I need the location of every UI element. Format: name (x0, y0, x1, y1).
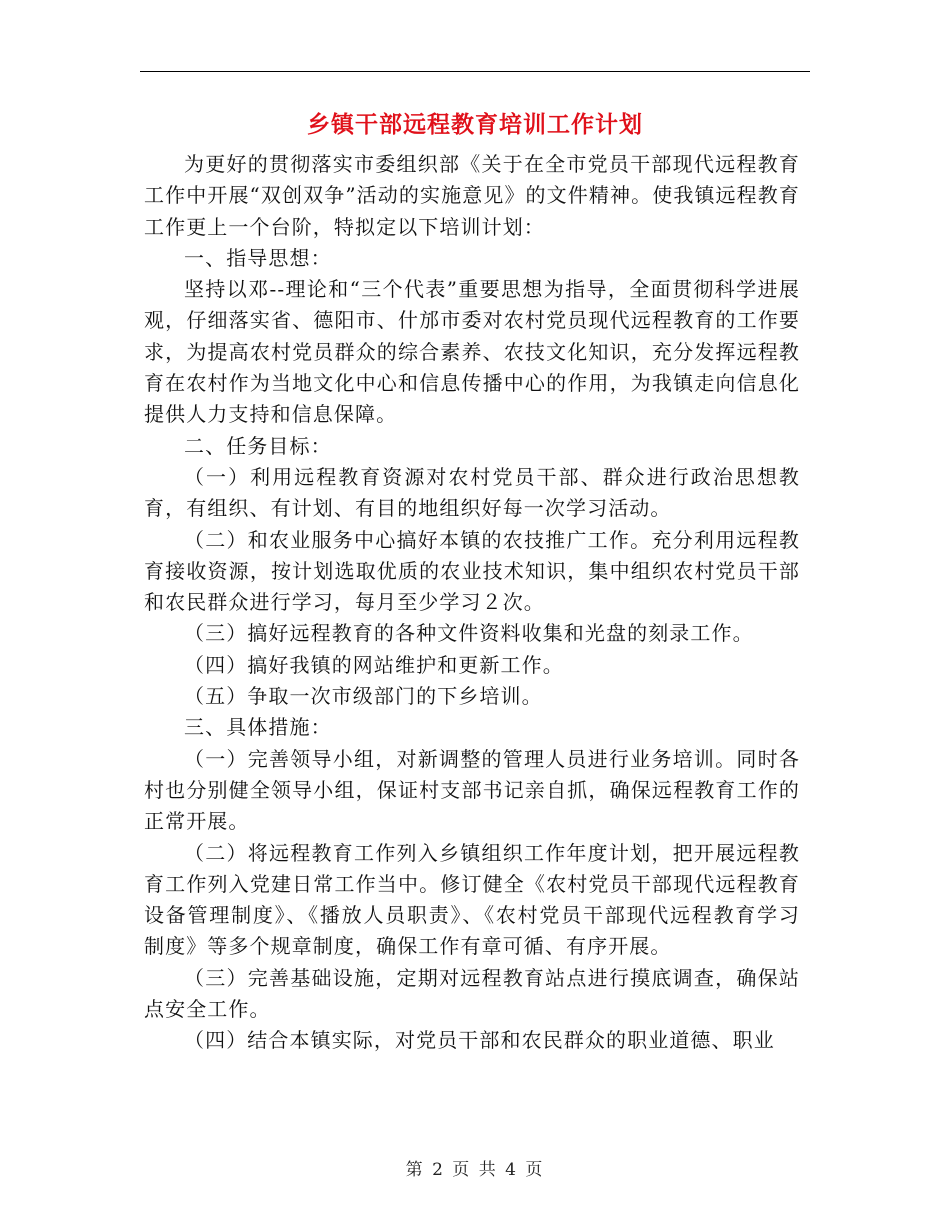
paragraph-goal-1: （一）利用远程教育资源对农村党员干部、群众进行政治思想教育，有组织、有计划、有目的地组织好每一次学习活动。 (144, 464, 800, 521)
page-number: 第 2 页 共 4 页 (405, 1160, 545, 1180)
section-heading-measures: 三、具体措施： (184, 715, 332, 740)
section-heading-guiding-ideology: 一、指导思想： (184, 245, 332, 270)
paragraph-goal-5: （五）争取一次市级部门的下乡培训。 (184, 684, 543, 709)
paragraph-intro: 为更好的贯彻落实市委组织部《关于在全市党员干部现代远程教育工作中开展“双创双争”活动的实施意见》的文件精神。使我镇远程教育工作更上一个台阶，特拟定以下培训计划： (144, 152, 800, 239)
paragraph-guiding-ideology: 坚持以邓--理论和“三个代表”重要思想为指导，全面贯彻科学进展观，仔细落实省、德阳市、什邡市委对农村党员现代远程教育的工作要求，为提高农村党员群众的综合素养、农技文化知识，充分发挥远程教育在农村作为当地文化中心和信息传播中心的作用，为我镇走向信息化提供人力支持和信息保障。 (144, 277, 800, 427)
paragraph-goal-3: （三）搞好远程教育的各种文件资料收集和光盘的刻录工作。 (184, 621, 754, 646)
header-rule (140, 71, 810, 72)
paragraph-measure-3: （三）完善基础设施，定期对远程教育站点进行摸底调查，确保站点安全工作。 (144, 965, 800, 1022)
paragraph-measure-1: （一）完善领导小组，对新调整的管理人员进行业务培训。同时各村也分别健全领导小组，保证村支部书记亲自抓，确保远程教育工作的正常开展。 (144, 746, 800, 834)
paragraph-goal-4: （四）搞好我镇的网站维护和更新工作。 (184, 652, 564, 677)
document-title: 乡镇干部远程教育培训工作计划 (307, 111, 643, 138)
section-heading-goals: 二、任务目标： (184, 433, 332, 458)
paragraph-measure-2: （二）将远程教育工作列入乡镇组织工作年度计划，把开展远程教育工作列入党建日常工作当中。修订健全《农村党员干部现代远程教育设备管理制度》、《播放人员职责》、《农村党员干部现代远程教育学习制度》等多个规章制度，确保工作有章可循、有序开展。 (144, 840, 800, 959)
paragraph-measure-4: （四）结合本镇实际，对党员干部和农民群众的职业道德、职业 (184, 1028, 775, 1053)
document-body (144, 149, 800, 1057)
paragraph-goal-2: （二）和农业服务中心搞好本镇的农技推广工作。充分利用远程教育接收资源，按计划选取优质的农业技术知识，集中组织农村党员干部和农民群众进行学习，每月至少学习２次。 (144, 527, 800, 615)
